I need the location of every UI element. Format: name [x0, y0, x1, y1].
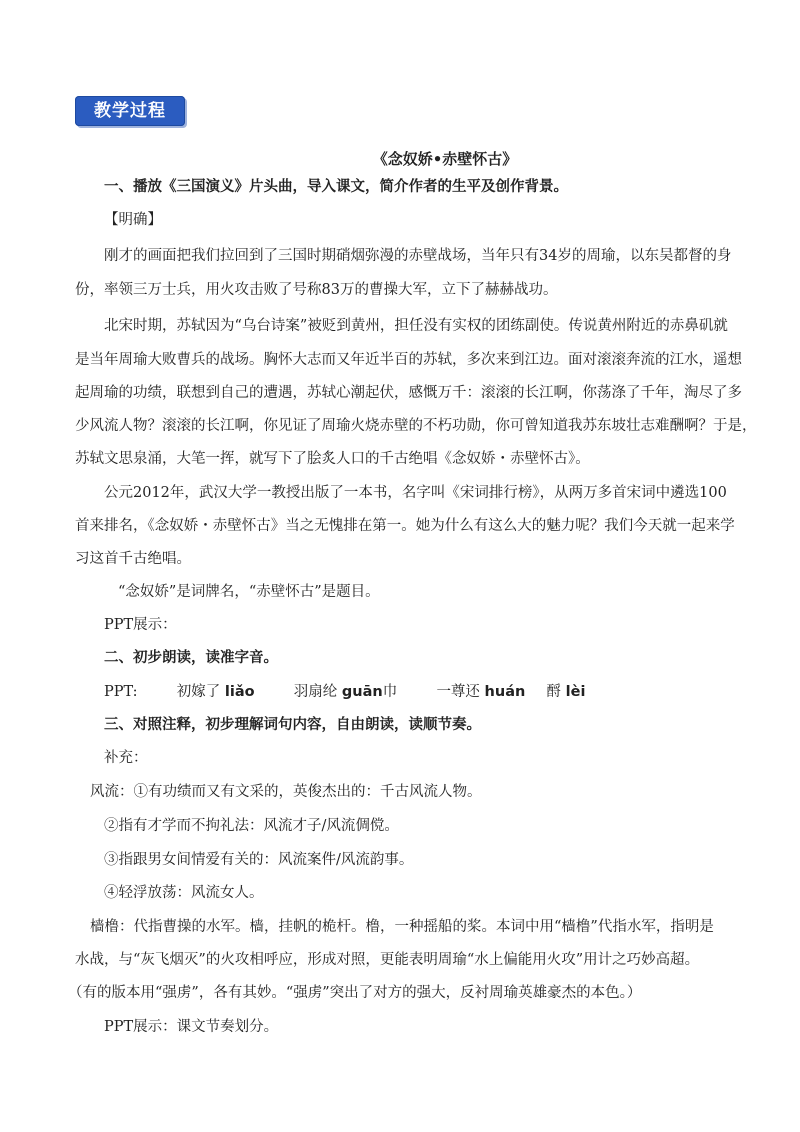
definition-line: 风流：①有功绩而又有文采的，英俊杰出的：千古风流人物。: [90, 784, 482, 800]
step-one-heading: 一、播放《三国演义》片头曲，导入课文，简介作者的生平及创作背景。: [104, 178, 568, 195]
ppt-pinyin: guān: [341, 684, 383, 700]
paragraph-line: 苏轼文思泉涌，大笔一挥，就写下了脍炙人口的千古绝唱《念奴娇・赤壁怀古》。: [75, 451, 590, 467]
paragraph-line: “念奴娇”是词牌名，“赤壁怀古”是题目。: [118, 584, 380, 600]
definition-line: ③指跟男女间情爱有关的：风流案件/风流韵事。: [104, 852, 414, 868]
section-badge: 教学过程: [75, 96, 185, 126]
paragraph-line: 公元2012年，武汉大学一教授出版了一本书，名字叫《宋词排行榜》，从两万多首宋词中遴选100: [104, 485, 727, 501]
paragraph-line: 刚才的画面把我们拉回到了三国时期硝烟弥漫的赤壁战场，当年只有34岁的周瑜，以东吴都督的身: [104, 248, 732, 264]
paragraph-line: 起周瑜的功绩，联想到自己的遭遇，苏轼心潮起伏，感慨万千：滚滚的长江啊，你荡涤了千年，淘尽了多: [75, 385, 742, 401]
ppt-word: 酹: [546, 684, 562, 700]
ppt-pinyin: lèi: [565, 684, 586, 700]
supplement-label: 补充：: [104, 750, 148, 766]
paragraph-line: 首来排名，《念奴娇・赤壁怀古》当之无愧排在第一。她为什么有这么大的魅力呢？我们今天就一起来学: [75, 518, 735, 534]
step-two-heading: 二、初步朗读，读准字音。: [104, 649, 278, 666]
ppt-word: 一尊还: [436, 684, 480, 700]
paragraph-line: 份，率领三万士兵，用火攻击败了号称83万的曹操大军，立下了赫赫战功。: [75, 282, 558, 298]
doc-title: 《念奴娇•赤壁怀古》: [372, 150, 518, 168]
paragraph-line: 少风流人物？滚滚的长江啊，你见证了周瑜火烧赤壁的不朽功勋，你可曾知道我苏东坡壮志难酬啊？于是，: [75, 418, 757, 434]
definition-line: ④轻浮放荡：风流女人。: [104, 885, 264, 901]
paragraph-line: （有的版本用“强虏”，各有其妙。“强虏”突出了对方的强大，反衬周瑜英雄豪杰的本色。）: [68, 985, 642, 1001]
paragraph-line: 北宋时期，苏轼因为“乌台诗案”被贬到黄州，担任没有实权的团练副使。传说黄州附近的赤鼻矶就: [104, 318, 728, 334]
paragraph-line: 习这首千古绝唱。: [75, 551, 191, 567]
ppt-word: 初嫁了: [176, 684, 221, 700]
ppt-word: 羽扇纶: [293, 684, 338, 700]
step-three-heading: 三、对照注释，初步理解词句内容，自由朗读，读顺节奏。: [104, 716, 481, 733]
paragraph-line: 樯橹：代指曹操的水军。樯，挂帆的桅杆。橹，一种摇船的桨。本词中用“樯橹”代指水军，指明是: [90, 919, 714, 935]
ppt-pinyin: liǎo: [224, 684, 255, 700]
ppt-label: PPT展示：: [104, 617, 177, 633]
clarify-label: 【明确】: [104, 212, 162, 228]
ppt-word-suffix: 巾: [382, 684, 398, 700]
ppt-pinyin: huán: [484, 684, 526, 700]
ppt-prefix: PPT:: [104, 684, 138, 700]
ppt-label: PPT展示：课文节奏划分。: [104, 1019, 279, 1035]
definition-line: ②指有才学而不拘礼法：风流才子/风流倜傥。: [104, 818, 399, 834]
paragraph-line: 水战，与“灰飞烟灭”的火攻相呼应，形成对照，更能表明周瑜“水上偏能用火攻”用计之巧妙高超。: [75, 952, 700, 968]
ppt-pronunciation-row: [104, 682, 585, 702]
paragraph-line: 是当年周瑜大败曹兵的战场。胸怀大志而又年近半百的苏轼，多次来到江边。面对滚滚奔流的江水，遥想: [75, 352, 742, 368]
